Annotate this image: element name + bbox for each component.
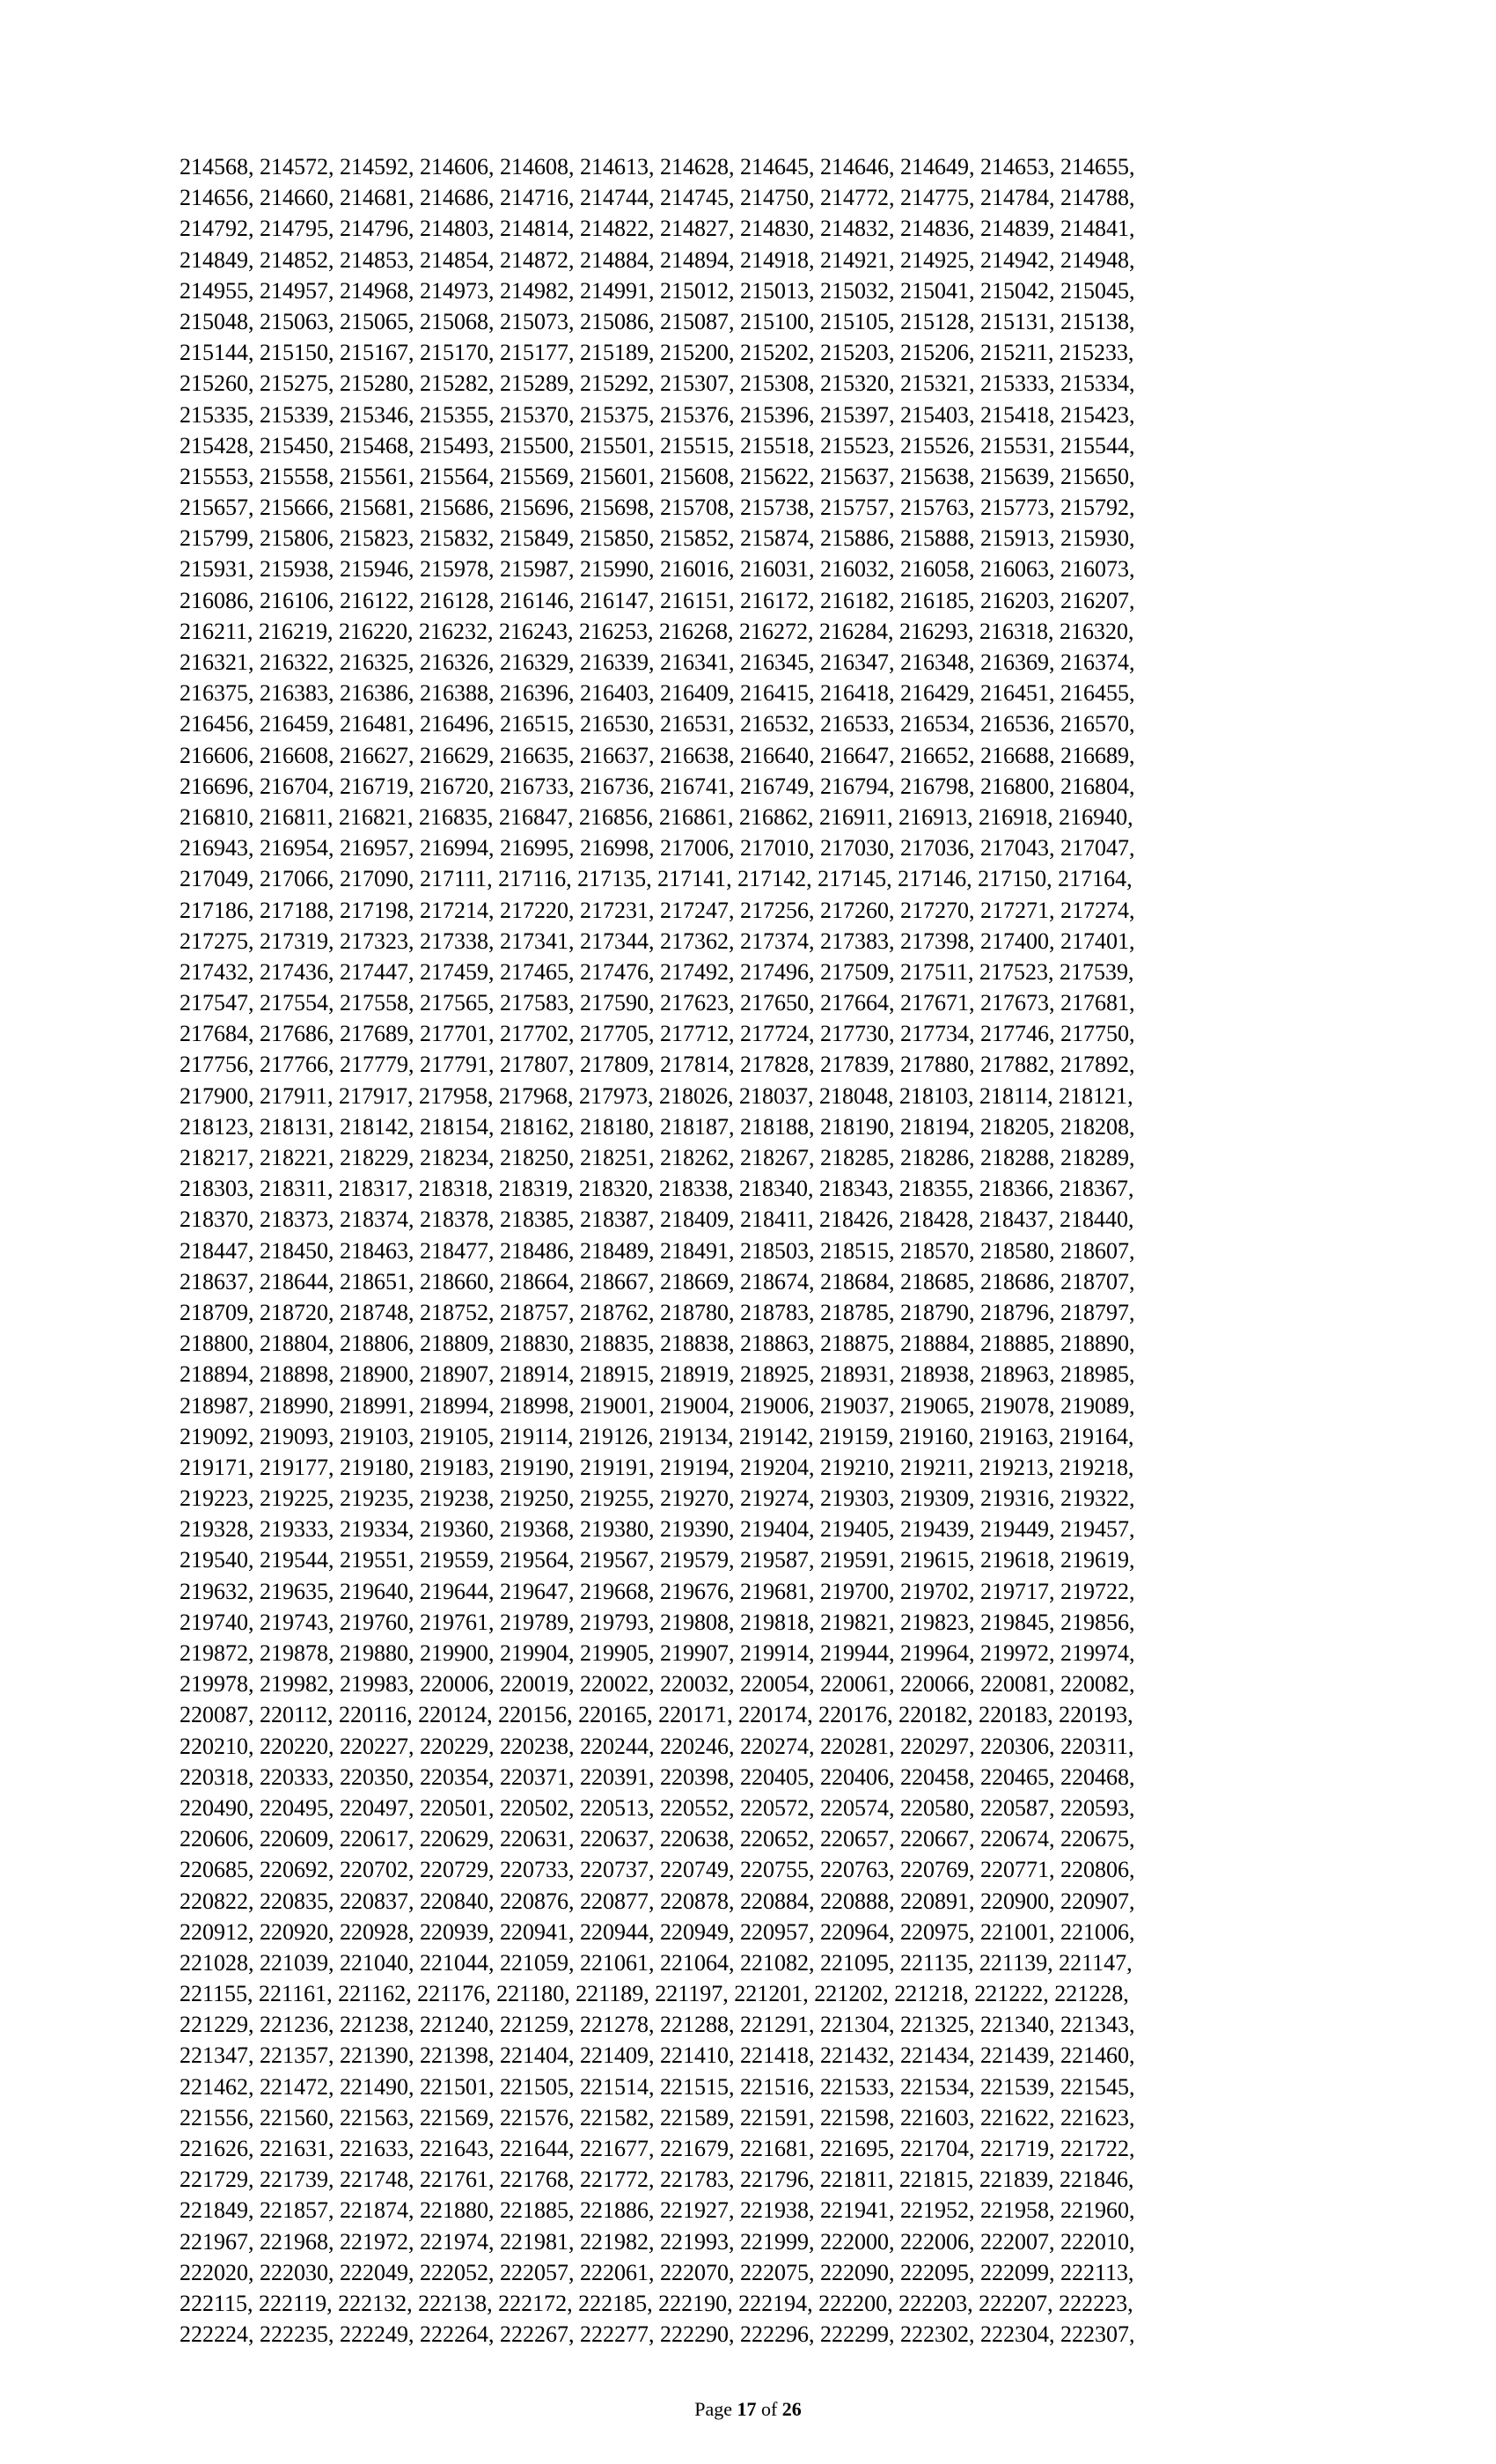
number-line: 215657, 215666, 215681, 215686, 215696, 215698, 215708, 215738, 215757, 215763, 215773, 215792, [180,495,1135,521]
total-pages: 26 [781,2398,802,2420]
number-line: 220490, 220495, 220497, 220501, 220502, 220513, 220552, 220572, 220574, 220580, 220587, 220593, [180,1794,1135,1821]
number-line: 219740, 219743, 219760, 219761, 219789, 219793, 219808, 219818, 219821, 219823, 219845, 219856, [180,1609,1135,1635]
number-line: 215553, 215558, 215561, 215564, 215569, 215601, 215608, 215622, 215637, 215638, 215639, 215650, [180,463,1135,489]
number-line: 221849, 221857, 221874, 221880, 221885, 221886, 221927, 221938, 221941, 221952, 221958, 221960, [180,2197,1135,2224]
number-line: 219223, 219225, 219235, 219238, 219250, 219255, 219270, 219274, 219303, 219309, 219316, 219322, [180,1485,1135,1512]
number-line: 217900, 217911, 217917, 217958, 217968, 217973, 218026, 218037, 218048, 218103, 218114, 218121, [180,1082,1133,1109]
number-line: 218709, 218720, 218748, 218752, 218757, 218762, 218780, 218783, 218785, 218790, 218796, 218797, [180,1299,1135,1325]
number-line: 217049, 217066, 217090, 217111, 217116, 217135, 217141, 217142, 217145, 217146, 217150, 217164, [180,866,1133,892]
number-line: 221729, 221739, 221748, 221761, 221768, 221772, 221783, 221796, 221811, 221815, 221839, 221846, [180,2167,1134,2193]
number-line: 220912, 220920, 220928, 220939, 220941, 220944, 220949, 220957, 220964, 220975, 221001, 221006, [180,1918,1135,1945]
number-line: 217275, 217319, 217323, 217338, 217341, 217344, 217362, 217374, 217383, 217398, 217400, 217401, [180,928,1135,954]
number-line: 215144, 215150, 215167, 215170, 215177, 215189, 215200, 215202, 215203, 215206, 215211, 215233, [180,340,1134,366]
number-line: 215799, 215806, 215823, 215832, 215849, 215850, 215852, 215874, 215886, 215888, 215913, 215930, [180,525,1135,552]
number-line: 219092, 219093, 219103, 219105, 219114, 219126, 219134, 219142, 219159, 219160, 219163, 219164, [180,1423,1134,1449]
number-line: 221155, 221161, 221162, 221176, 221180, 221189, 221197, 221201, 221202, 221218, 221222, 221228, [180,1981,1129,2007]
number-line: 216606, 216608, 216627, 216629, 216635, 216637, 216638, 216640, 216647, 216652, 216688, 216689, [180,742,1135,768]
number-line: 217756, 217766, 217779, 217791, 217807, 217809, 217814, 217828, 217839, 217880, 217882, 217892, [180,1052,1135,1078]
number-line: 220685, 220692, 220702, 220729, 220733, 220737, 220749, 220755, 220763, 220769, 220771, 220806, [180,1857,1135,1883]
number-line: 219171, 219177, 219180, 219183, 219190, 219191, 219194, 219204, 219210, 219211, 219213, 219218, [180,1454,1134,1480]
number-line: 214568, 214572, 214592, 214606, 214608, 214613, 214628, 214645, 214646, 214649, 214653, 214655, [180,154,1135,180]
number-list [180,151,1359,2350]
page-label: Page [694,2398,737,2420]
number-line: 214955, 214957, 214968, 214973, 214982, 214991, 215012, 215013, 215032, 215041, 215042, 215045, [180,277,1135,304]
number-line: 218370, 218373, 218374, 218378, 218385, 218387, 218409, 218411, 218426, 218428, 218437, 218440, [180,1206,1134,1233]
number-line: 216086, 216106, 216122, 216128, 216146, 216147, 216151, 216172, 216182, 216185, 216203, 216207, [180,587,1135,613]
number-line: 221028, 221039, 221040, 221044, 221059, 221061, 221064, 221082, 221095, 221135, 221139, 221147, [180,1949,1133,1976]
number-line: 222020, 222030, 222049, 222052, 222057, 222061, 222070, 222075, 222090, 222095, 222099, 222113, [180,2259,1134,2285]
number-line: 217432, 217436, 217447, 217459, 217465, 217476, 217492, 217496, 217509, 217511, 217523, 217539, [180,958,1134,985]
number-line: 214849, 214852, 214853, 214854, 214872, 214884, 214894, 214918, 214921, 214925, 214942, 214948, [180,246,1135,273]
number-line: 219540, 219544, 219551, 219559, 219564, 219567, 219579, 219587, 219591, 219615, 219618, 219619, [180,1547,1135,1573]
number-line: 220318, 220333, 220350, 220354, 220371, 220391, 220398, 220405, 220406, 220458, 220465, 220468, [180,1764,1135,1790]
number-line: 214656, 214660, 214681, 214686, 214716, 214744, 214745, 214750, 214772, 214775, 214784, 214788, [180,185,1135,211]
page-number: 17 [737,2398,757,2420]
number-line: 216456, 216459, 216481, 216496, 216515, 216530, 216531, 216532, 216533, 216534, 216536, 216570, [180,711,1135,737]
number-line: 220822, 220835, 220837, 220840, 220876, 220877, 220878, 220884, 220888, 220891, 220900, 220907, [180,1888,1135,1914]
number-line: 216696, 216704, 216719, 216720, 216733, 216736, 216741, 216749, 216794, 216798, 216800, 216804, [180,773,1135,799]
page-footer [0,2398,1496,2421]
number-line: 217547, 217554, 217558, 217565, 217583, 217590, 217623, 217650, 217664, 217671, 217673, 217681, [180,990,1135,1016]
number-line: 219978, 219982, 219983, 220006, 220019, 220022, 220032, 220054, 220061, 220066, 220081, 220082, [180,1671,1135,1698]
number-line: 219872, 219878, 219880, 219900, 219904, 219905, 219907, 219914, 219944, 219964, 219972, 219974, [180,1640,1135,1666]
number-line: 220606, 220609, 220617, 220629, 220631, 220637, 220638, 220652, 220657, 220667, 220674, 220675, [180,1826,1135,1852]
number-line: 218637, 218644, 218651, 218660, 218664, 218667, 218669, 218674, 218684, 218685, 218686, 218707, [180,1268,1135,1294]
number-line: 216211, 216219, 216220, 216232, 216243, 216253, 216268, 216272, 216284, 216293, 216318, 216320, [180,618,1134,644]
number-line: 221347, 221357, 221390, 221398, 221404, 221409, 221410, 221418, 221432, 221434, 221439, 221460, [180,2042,1135,2069]
number-line: 215260, 215275, 215280, 215282, 215289, 215292, 215307, 215308, 215320, 215321, 215333, 215334, [180,370,1135,397]
number-line: 216375, 216383, 216386, 216388, 216396, 216403, 216409, 216415, 216418, 216429, 216451, 216455, [180,680,1135,707]
number-line: 216321, 216322, 216325, 216326, 216329, 216339, 216341, 216345, 216347, 216348, 216369, 216374, [180,649,1135,675]
number-line: 220087, 220112, 220116, 220124, 220156, 220165, 220171, 220174, 220176, 220182, 220183, 220193, [180,1702,1133,1728]
number-line: 214792, 214795, 214796, 214803, 214814, 214822, 214827, 214830, 214832, 214836, 214839, 214841, [180,216,1135,242]
number-line: 218447, 218450, 218463, 218477, 218486, 218489, 218491, 218503, 218515, 218570, 218580, 218607, [180,1237,1135,1264]
number-line: 221462, 221472, 221490, 221501, 221505, 221514, 221515, 221516, 221533, 221534, 221539, 221545, [180,2073,1135,2100]
number-line: 218894, 218898, 218900, 218907, 218914, 218915, 218919, 218925, 218931, 218938, 218963, 218985, [180,1361,1135,1388]
number-line: 218800, 218804, 218806, 218809, 218830, 218835, 218838, 218863, 218875, 218884, 218885, 218890, [180,1331,1135,1357]
number-line: 218217, 218221, 218229, 218234, 218250, 218251, 218262, 218267, 218285, 218286, 218288, 218289, [180,1145,1135,1170]
number-line: 217186, 217188, 217198, 217214, 217220, 217231, 217247, 217256, 217260, 217270, 217271, 217274, [180,897,1135,923]
number-line: 221967, 221968, 221972, 221974, 221981, 221982, 221993, 221999, 222000, 222006, 222007, 222010, [180,2228,1135,2255]
of-label: of [756,2398,782,2420]
number-line: 215931, 215938, 215946, 215978, 215987, 215990, 216016, 216031, 216032, 216058, 216063, 216073, [180,556,1135,583]
number-line: 220210, 220220, 220227, 220229, 220238, 220244, 220246, 220274, 220281, 220297, 220306, 220311, [180,1733,1134,1759]
number-line: 221626, 221631, 221633, 221643, 221644, 221677, 221679, 221681, 221695, 221704, 221719, 221722, [180,2136,1135,2161]
number-line: 222115, 222119, 222132, 222138, 222172, 222185, 222190, 222194, 222200, 222203, 222207, 222223, [180,2290,1133,2316]
number-line: 218987, 218990, 218991, 218994, 218998, 219001, 219004, 219006, 219037, 219065, 219078, 219089, [180,1392,1135,1419]
number-line: 218303, 218311, 218317, 218318, 218319, 218320, 218338, 218340, 218343, 218355, 218366, 218367, [180,1176,1134,1202]
number-line: 219632, 219635, 219640, 219644, 219647, 219668, 219676, 219681, 219700, 219702, 219717, 219722, [180,1578,1135,1604]
number-line: 222224, 222235, 222249, 222264, 222267, 222277, 222290, 222296, 222299, 222302, 222304, 222307, [180,2321,1135,2348]
number-line: 218123, 218131, 218142, 218154, 218162, 218180, 218187, 218188, 218190, 218194, 218205, 218208, [180,1113,1135,1140]
number-line: 215335, 215339, 215346, 215355, 215370, 215375, 215376, 215396, 215397, 215403, 215418, 215423, [180,401,1135,428]
number-line: 215048, 215063, 215065, 215068, 215073, 215086, 215087, 215100, 215105, 215128, 215131, 215138, [180,308,1135,334]
number-line: 216810, 216811, 216821, 216835, 216847, 216856, 216861, 216862, 216911, 216913, 216918, 216940, [180,803,1133,830]
number-line: 221229, 221236, 221238, 221240, 221259, 221278, 221288, 221291, 221304, 221325, 221340, 221343, [180,2012,1135,2038]
number-line: 221556, 221560, 221563, 221569, 221576, 221582, 221589, 221591, 221598, 221603, 221622, 221623, [180,2104,1135,2130]
number-line: 219328, 219333, 219334, 219360, 219368, 219380, 219390, 219404, 219405, 219439, 219449, 219457, [180,1516,1135,1543]
number-line: 216943, 216954, 216957, 216994, 216995, 216998, 217006, 217010, 217030, 217036, 217043, 217047, [180,835,1135,862]
number-line: 217684, 217686, 217689, 217701, 217702, 217705, 217712, 217724, 217730, 217734, 217746, 217750, [180,1021,1135,1047]
number-line: 215428, 215450, 215468, 215493, 215500, 215501, 215515, 215518, 215523, 215526, 215531, 215544, [180,432,1135,458]
